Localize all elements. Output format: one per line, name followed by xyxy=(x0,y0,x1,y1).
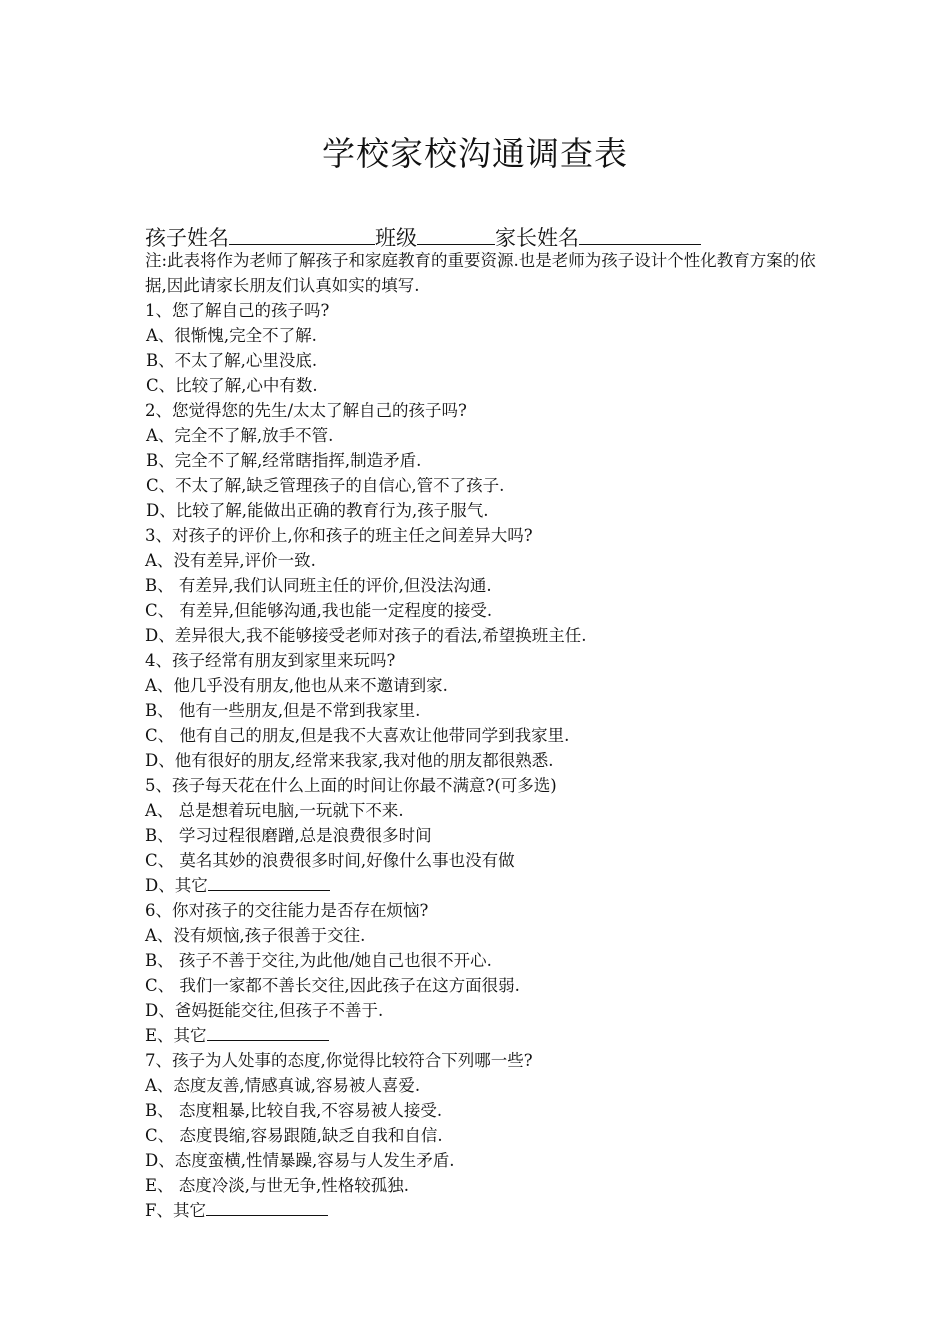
question-7-option-f-row xyxy=(145,1198,825,1223)
question-1-option-c[interactable]: C、比较了解,心中有数. xyxy=(146,376,318,395)
question-2-option-a[interactable]: A、完全不了解,放手不管. xyxy=(146,426,334,445)
question-4-option-c[interactable]: C、 他有自己的朋友,但是我不大喜欢让他带同学到我家里. xyxy=(145,726,570,745)
question-7-option-b[interactable]: B、 态度粗暴,比较自我,不容易被人接受. xyxy=(145,1101,443,1120)
question-6: 6、你对孩子的交往能力是否存在烦恼? xyxy=(145,901,429,920)
question-2-option-c[interactable]: C、不太了解,缺乏管理孩子的自信心,管不了孩子. xyxy=(146,476,505,495)
question-2: 2、您觉得您的先生/太太了解自己的孩子吗? xyxy=(145,401,467,420)
child-name-field[interactable] xyxy=(229,224,375,245)
question-3-option-a[interactable]: A、没有差异,评价一致. xyxy=(145,551,316,570)
question-6-option-e-row xyxy=(145,1023,825,1048)
survey-note: 注:此表将作为老师了解孩子和家庭教育的重要资源.也是老师为孩子设计个性化教育方案的依据,因此请家长朋友们认真如实的填写. xyxy=(145,251,816,295)
class-label: 班级 xyxy=(375,226,417,250)
class-field[interactable] xyxy=(417,224,495,245)
survey-content xyxy=(145,248,825,1223)
document-title: 学校家校沟通调查表 xyxy=(322,134,628,173)
question-5-option-d-row xyxy=(145,873,825,898)
question-5-option-c[interactable]: C、 莫名其妙的浪费很多时间,好像什么事也没有做 xyxy=(145,851,515,870)
question-1-option-b[interactable]: B、不太了解,心里没底. xyxy=(146,351,318,370)
question-4: 4、孩子经常有朋友到家里来玩吗? xyxy=(145,651,396,670)
question-4-option-d[interactable]: D、他有很好的朋友,经常来我家,我对他的朋友都很熟悉. xyxy=(145,751,554,770)
question-4-option-b[interactable]: B、 他有一些朋友,但是不常到我家里. xyxy=(145,701,421,720)
question-6-option-c[interactable]: C、 我们一家都不善长交往,因此孩子在这方面很弱. xyxy=(145,976,520,995)
parent-name-field[interactable] xyxy=(579,224,701,245)
question-3-option-b[interactable]: B、 有差异,我们认同班主任的评价,但没法沟通. xyxy=(145,576,492,595)
question-5-option-d[interactable]: D、其它 xyxy=(145,876,208,895)
question-2-option-b[interactable]: B、完全不了解,经常瞎指挥,制造矛盾. xyxy=(146,451,422,470)
question-1: 1、您了解自己的孩子吗? xyxy=(145,301,330,320)
question-2-option-d[interactable]: D、比较了解,能做出正确的教育行为,孩子服气. xyxy=(146,501,489,520)
question-5: 5、孩子每天花在什么上面的时间让你最不满意?(可多选) xyxy=(145,776,557,795)
parent-name-label: 家长姓名 xyxy=(495,226,579,250)
question-6-option-a[interactable]: A、没有烦恼,孩子很善于交往. xyxy=(145,926,366,945)
question-6-option-d[interactable]: D、爸妈挺能交往,但孩子不善于. xyxy=(145,1001,384,1020)
question-4-option-a[interactable]: A、他几乎没有朋友,他也从来不邀请到家. xyxy=(145,676,448,695)
question-7: 7、孩子为人处事的态度,你觉得比较符合下列哪一些? xyxy=(145,1051,533,1070)
question-5-other-field[interactable] xyxy=(208,873,330,891)
question-1-option-a[interactable]: A、很惭愧,完全不了解. xyxy=(146,326,317,345)
question-7-option-d[interactable]: D、态度蛮横,性情暴躁,容易与人发生矛盾. xyxy=(145,1151,455,1170)
question-6-other-field[interactable] xyxy=(207,1023,329,1041)
question-5-option-b[interactable]: B、 学习过程很磨蹭,总是浪费很多时间 xyxy=(145,826,432,845)
question-7-option-c[interactable]: C、 态度畏缩,容易跟随,缺乏自我和自信. xyxy=(145,1126,443,1145)
question-7-option-e[interactable]: E、 态度冷淡,与世无争,性格较孤独. xyxy=(145,1176,410,1195)
child-name-label: 孩子姓名 xyxy=(145,226,229,250)
question-6-option-b[interactable]: B、 孩子不善于交往,为此他/她自己也很不开心. xyxy=(145,951,492,970)
question-7-other-field[interactable] xyxy=(206,1198,328,1216)
question-6-option-e[interactable]: E、其它 xyxy=(145,1026,207,1045)
question-3: 3、对孩子的评价上,你和孩子的班主任之间差异大吗? xyxy=(145,526,533,545)
question-7-option-a[interactable]: A、态度友善,情感真诚,容易被人喜爱. xyxy=(145,1076,421,1095)
question-3-option-d[interactable]: D、差异很大,我不能够接受老师对孩子的看法,希望换班主任. xyxy=(145,626,587,645)
question-7-option-f[interactable]: F、其它 xyxy=(145,1201,206,1220)
question-5-option-a[interactable]: A、 总是想着玩电脑,一玩就下不来. xyxy=(145,801,404,820)
question-3-option-c[interactable]: C、 有差异,但能够沟通,我也能一定程度的接受. xyxy=(145,601,493,620)
